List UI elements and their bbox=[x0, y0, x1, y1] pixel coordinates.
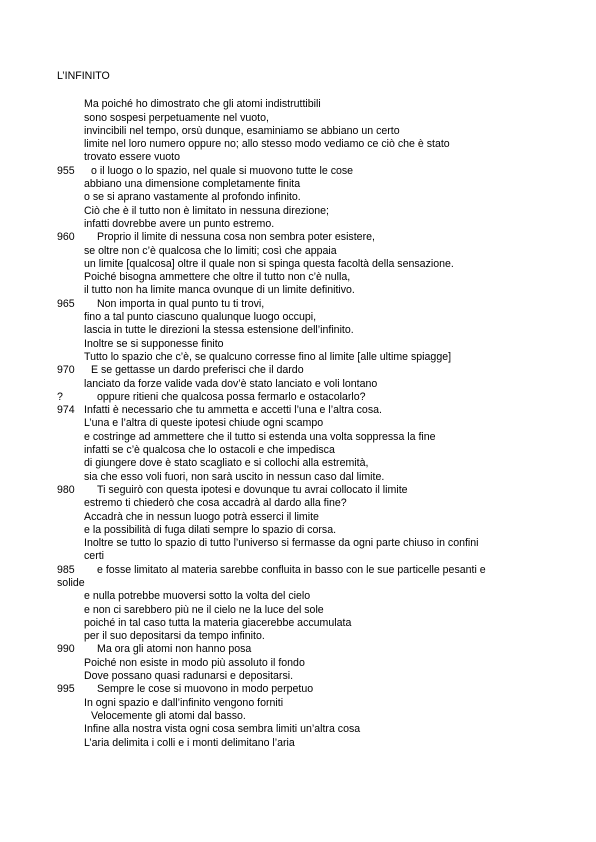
poem-line bbox=[0, 710, 596, 723]
line-number: 955 bbox=[57, 164, 75, 177]
line-text: oppure ritieni che qualcosa possa fermarlo e ostacolarlo? bbox=[97, 390, 366, 403]
line-text: o il luogo o lo spazio, nel quale si muovono tutte le cose bbox=[91, 164, 354, 177]
line-text: Poiché non esiste in modo più assoluto il fondo bbox=[84, 656, 305, 669]
poem-line bbox=[0, 471, 596, 484]
poem-line bbox=[0, 484, 596, 497]
poem-line bbox=[0, 364, 596, 377]
poem-line bbox=[0, 550, 596, 563]
poem-line bbox=[0, 125, 596, 138]
line-text: abbiano una dimensione completamente finita bbox=[84, 178, 301, 191]
poem-body bbox=[0, 98, 596, 750]
poem-line bbox=[0, 165, 596, 178]
poem-line bbox=[0, 537, 596, 550]
poem-line bbox=[0, 178, 596, 191]
line-text: e la possibilità di fuga dilati sempre lo spazio di corsa. bbox=[84, 523, 337, 536]
line-text: poiché in tal caso tutta la materia giacerebbe accumulata bbox=[84, 616, 352, 629]
line-text: fino a tal punto ciascuno qualunque luogo occupi, bbox=[84, 311, 317, 324]
line-text: Ma ora gli atomi non hanno posa bbox=[97, 643, 252, 656]
line-text: e non ci sarebbero più ne il cielo ne la luce del sole bbox=[84, 603, 324, 616]
line-text: lanciato da forze valide vada dov’è stato lanciato e voli lontano bbox=[84, 377, 378, 390]
line-text: Tutto lo spazio che c’è, se qualcuno corresse fino al limite [alle ultime spiagge] bbox=[84, 350, 452, 363]
line-text: infatti se c’è qualcosa che lo ostacoli e che impedisca bbox=[84, 444, 335, 457]
line-text: Dove possano quasi radunarsi e depositarsi. bbox=[84, 670, 294, 683]
poem-line bbox=[0, 497, 596, 510]
line-number: 985 bbox=[57, 563, 75, 576]
poem-line bbox=[0, 577, 596, 590]
line-text: Ti seguirò con questa ipotesi e dovunque tu avrai collocato il limite bbox=[97, 483, 408, 496]
line-text: trovato essere vuoto bbox=[84, 151, 180, 164]
poem-line bbox=[0, 271, 596, 284]
line-text: infatti dovrebbe avere un punto estremo. bbox=[84, 217, 275, 230]
line-number: 990 bbox=[57, 643, 75, 656]
poem-line bbox=[0, 231, 596, 244]
line-text: In ogni spazio e dall’infinito vengono forniti bbox=[84, 696, 284, 709]
poem-line bbox=[0, 564, 596, 577]
poem-line bbox=[0, 630, 596, 643]
line-text: Sempre le cose si muovono in modo perpetuo bbox=[97, 683, 314, 696]
line-text: Ciò che è il tutto non è limitato in nessuna direzione; bbox=[84, 204, 329, 217]
line-text: e nulla potrebbe muoversi sotto la volta del cielo bbox=[84, 590, 311, 603]
line-text: Accadrà che in nessun luogo potrà esserci il limite bbox=[84, 510, 319, 523]
line-text: o se si aprano vastamente al profondo infinito. bbox=[84, 191, 301, 204]
poem-line bbox=[0, 604, 596, 617]
poem-line bbox=[0, 298, 596, 311]
poem-line bbox=[0, 112, 596, 125]
poem-line bbox=[0, 191, 596, 204]
poem-line bbox=[0, 218, 596, 231]
poem-line bbox=[0, 284, 596, 297]
line-text: lascia in tutte le direzioni la stessa estensione dell’infinito. bbox=[84, 324, 354, 337]
poem-line bbox=[0, 391, 596, 404]
line-text: invincibili nel tempo, orsù dunque, esaminiamo se abbiano un certo bbox=[84, 124, 400, 137]
line-text: sia che esso voli fuori, non sarà uscito in nessun caso dal limite. bbox=[84, 470, 385, 483]
poem-line bbox=[0, 524, 596, 537]
line-text: se oltre non c’è qualcosa che lo limiti; così che appaia bbox=[84, 244, 337, 257]
line-text: il tutto non ha limite manca ovunque di un limite definitivo. bbox=[84, 284, 355, 297]
poem-line bbox=[0, 378, 596, 391]
line-text: L’aria delimita i colli e i monti delimitano l’aria bbox=[84, 736, 295, 749]
line-text: estremo ti chiederò che cosa accadrà al dardo alla fine? bbox=[84, 497, 347, 510]
line-text: Proprio il limite di nessuna cosa non sembra poter esistere, bbox=[97, 231, 375, 244]
line-text: Infine alla nostra vista ogni cosa sembra limiti un’altra cosa bbox=[84, 723, 361, 736]
poem-line bbox=[0, 98, 596, 111]
line-number: ? bbox=[57, 390, 63, 403]
poem-line bbox=[0, 245, 596, 258]
poem-line bbox=[0, 457, 596, 470]
line-number: 974 bbox=[57, 404, 75, 417]
line-text: e costringe ad ammettere che il tutto si estenda una volta soppressa la fine bbox=[84, 430, 436, 443]
poem-line bbox=[0, 657, 596, 670]
line-text: Velocemente gli atomi dal basso. bbox=[91, 709, 246, 722]
poem-line bbox=[0, 324, 596, 337]
poem-line bbox=[0, 723, 596, 736]
line-text: Inoltre se tutto lo spazio di tutto l’universo si fermasse da ogni parte chiuso in confini bbox=[84, 537, 479, 550]
line-text: Poiché bisogna ammettere che oltre il tutto non c’è nulla, bbox=[84, 271, 351, 284]
poem-line bbox=[0, 205, 596, 218]
poem-line bbox=[0, 643, 596, 656]
poem-line bbox=[0, 617, 596, 630]
line-text: Infatti è necessario che tu ammetta e accetti l’una e l’altra cosa. bbox=[84, 404, 382, 417]
poem-line bbox=[0, 670, 596, 683]
poem-line bbox=[0, 351, 596, 364]
line-text: E se gettasse un dardo preferisci che il dardo bbox=[91, 364, 304, 377]
poem-line bbox=[0, 737, 596, 750]
line-text: Inoltre se si supponesse finito bbox=[84, 337, 224, 350]
line-text: solide bbox=[57, 576, 85, 589]
line-text: Ma poiché ho dimostrato che gli atomi indistruttibili bbox=[84, 98, 321, 111]
poem-line bbox=[0, 431, 596, 444]
line-number: 970 bbox=[57, 364, 75, 377]
poem-title: L’INFINITO bbox=[57, 70, 110, 82]
line-text: limite nel loro numero oppure no; allo stesso modo vediamo ce ciò che è stato bbox=[84, 138, 450, 151]
poem-line bbox=[0, 444, 596, 457]
line-text: sono sospesi perpetuamente nel vuoto, bbox=[84, 111, 269, 124]
poem-line bbox=[0, 511, 596, 524]
line-number: 980 bbox=[57, 483, 75, 496]
line-text: L’una e l’altra di queste ipotesi chiude ogni scampo bbox=[84, 417, 324, 430]
line-text: e fosse limitato al materia sarebbe confluita in basso con le sue particelle pesanti e bbox=[97, 563, 486, 576]
poem-line bbox=[0, 683, 596, 696]
poem-line bbox=[0, 590, 596, 603]
line-text: un limite [qualcosa] oltre il quale non si spinga questa facoltà della sensazione. bbox=[84, 257, 454, 270]
line-number: 960 bbox=[57, 231, 75, 244]
poem-line bbox=[0, 404, 596, 417]
poem-line bbox=[0, 258, 596, 271]
poem-line bbox=[0, 338, 596, 351]
line-text: di giungere dove è stato scagliato e si collochi alla estremità, bbox=[84, 457, 369, 470]
poem-line bbox=[0, 151, 596, 164]
poem-line bbox=[0, 697, 596, 710]
poem-line bbox=[0, 138, 596, 151]
poem-line bbox=[0, 311, 596, 324]
line-text: certi bbox=[84, 550, 105, 563]
poem-line bbox=[0, 417, 596, 430]
line-text: per il suo depositarsi da tempo infinito. bbox=[84, 630, 265, 643]
line-number: 995 bbox=[57, 683, 75, 696]
line-number: 965 bbox=[57, 297, 75, 310]
line-text: Non importa in qual punto tu ti trovi, bbox=[97, 297, 265, 310]
